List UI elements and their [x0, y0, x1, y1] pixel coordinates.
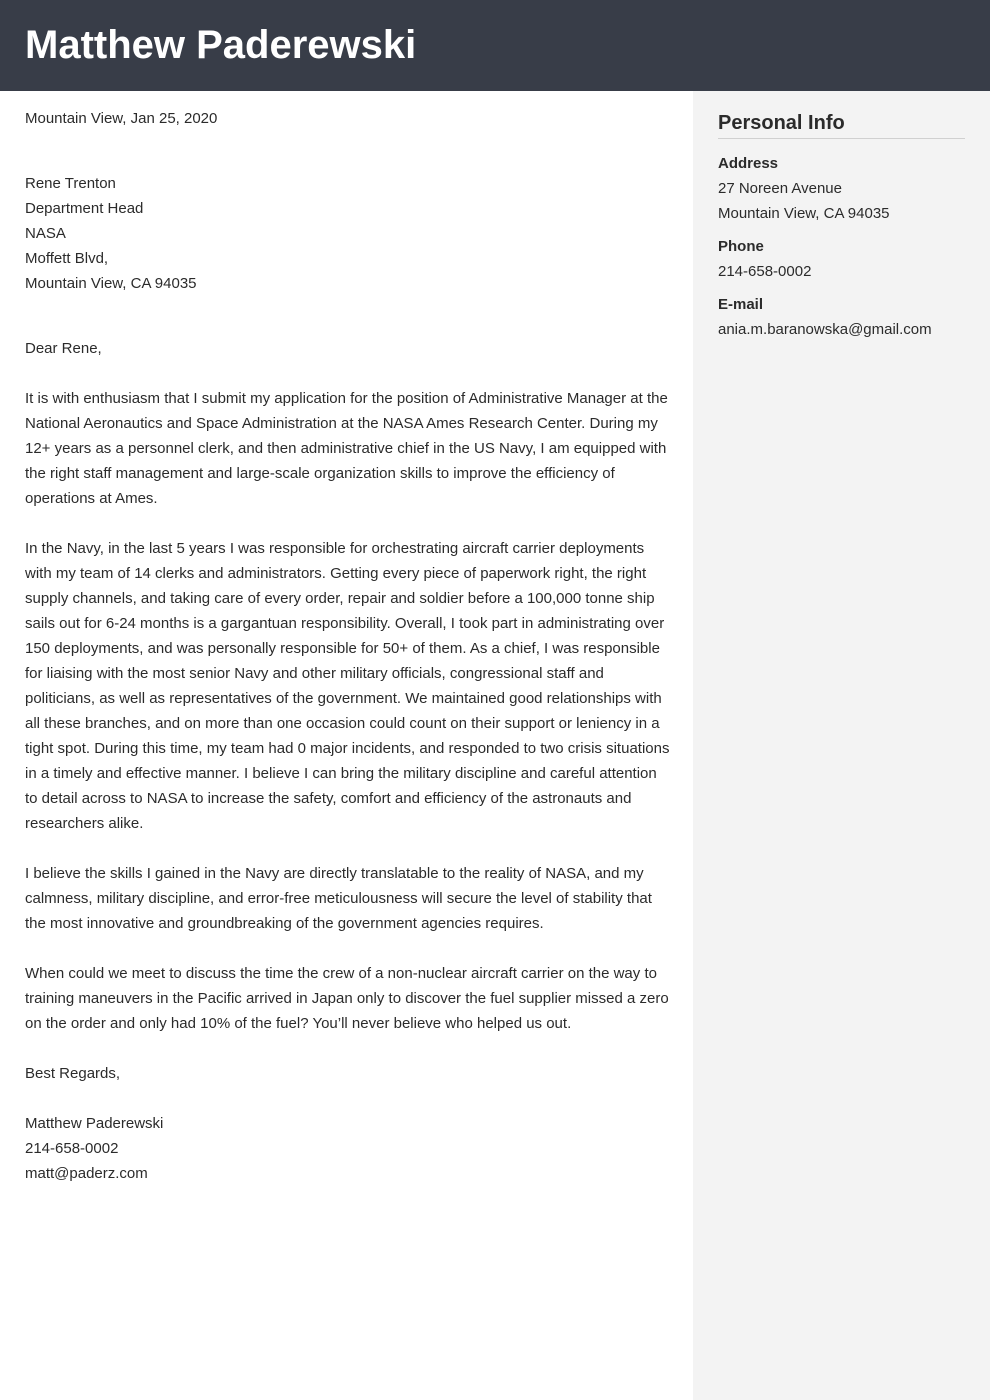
recipient-title: Department Head — [25, 200, 144, 217]
paragraph-intro: It is with enthusiasm that I submit my application for the position of Administrative Manager at the National Aeronautics and Space Administration at the NASA Ames Research Center. During my 12+ years as a personnel clerk, and then administrative chief in the US Navy, I am equipped with the right staff management and large-scale organization skills to improve the efficiency of operations at Ames. — [25, 390, 668, 507]
recipient-block — [25, 171, 670, 296]
address-line-1: 27 Noreen Avenue — [718, 180, 842, 197]
signature-phone: 214-658-0002 — [25, 1140, 119, 1157]
email-label: E-mail — [718, 296, 764, 313]
letter-body — [25, 106, 670, 1186]
email-value: ania.m.baranowska@gmail.com — [718, 321, 932, 338]
personal-info-content — [718, 110, 965, 350]
recipient-organization: NASA — [25, 225, 66, 242]
phone-value: 214-658-0002 — [718, 263, 812, 280]
salutation: Dear Rene, — [25, 340, 102, 357]
personal-info-sidebar — [693, 91, 990, 1400]
signature-email: matt@paderz.com — [25, 1165, 148, 1182]
paragraph-experience: In the Navy, in the last 5 years I was responsible for orchestrating aircraft carrier deployments with my team of 14 clerks and administrators. Getting every piece of paperwork right, the right supply channels, and taking care of every order, repair and soldier before a 100,000 tonne ship sails out for 6-24 months is a gargantuan responsibility. Overall, I took part in administrating over 150 deployments, and was personally responsible for 50+ of them. As a chief, I was responsible for liaising with the most senior Navy and other military officials, congressional staff and politicians, as well as representatives of the government. We maintained good relationships with all these branches, and on more than one occasion could count on their support or leniency in a tight spot. During this time, my team had 0 major incidents, and responded to two crisis situations in a timely and effective manner. I believe I can bring the military discipline and careful attention to detail across to NASA to increase the safety, comfort and efficiency of the astronauts and researchers alike. — [25, 540, 670, 832]
address-label: Address — [718, 155, 779, 172]
date-line: Mountain View, Jan 25, 2020 — [25, 110, 218, 127]
paragraph-skills: I believe the skills I gained in the Navy are directly translatable to the reality of NASA, and my calmness, military discipline, and error-free meticulousness will secure the level of stability that the most innovative and groundbreaking of the government agencies requires. — [25, 865, 652, 932]
personal-info-title: Personal Info — [718, 110, 965, 139]
applicant-name: Matthew Paderewski — [25, 23, 417, 67]
address-group — [718, 151, 965, 226]
phone-group — [718, 234, 965, 284]
email-group — [718, 292, 965, 342]
address-line-2: Mountain View, CA 94035 — [718, 205, 890, 222]
paragraph-call-to-action: When could we meet to discuss the time the crew of a non-nuclear aircraft carrier on the way to training maneuvers in the Pacific arrived in Japan only to discover the fuel supplier missed a zero on the order and only had 10% of the fuel? You’ll never believe who helped us out. — [25, 965, 669, 1032]
recipient-city: Mountain View, CA 94035 — [25, 275, 197, 292]
recipient-name: Rene Trenton — [25, 175, 116, 192]
recipient-street: Moffett Blvd, — [25, 250, 109, 267]
signature-block — [25, 1111, 670, 1186]
phone-label: Phone — [718, 238, 764, 255]
closing: Best Regards, — [25, 1065, 121, 1082]
signature-name: Matthew Paderewski — [25, 1115, 164, 1132]
page-header — [0, 0, 990, 91]
